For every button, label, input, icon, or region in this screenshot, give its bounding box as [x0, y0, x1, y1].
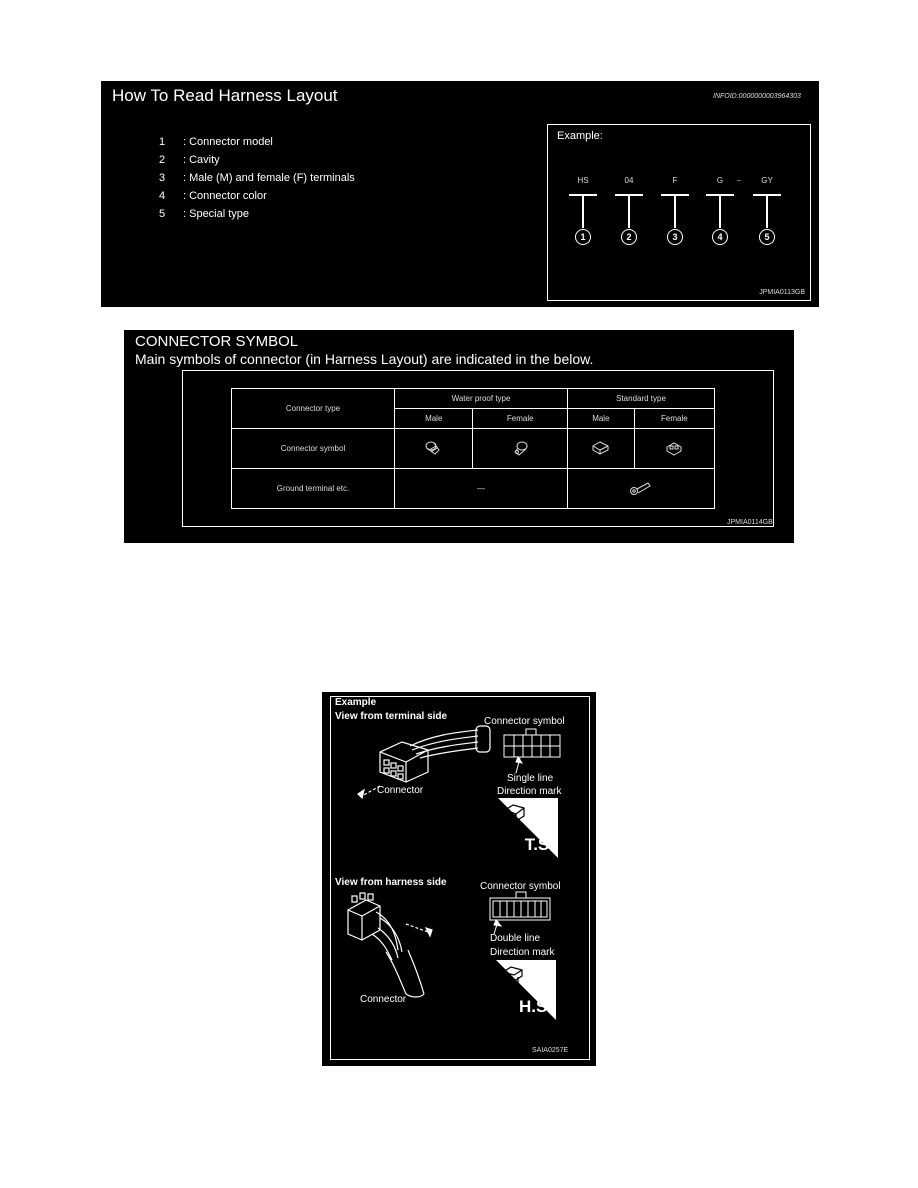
ground-terminal-icon: [568, 469, 715, 509]
waterproof-female-icon: [473, 429, 568, 469]
figure-id: JPMIA0114GB: [727, 519, 773, 526]
connector-label: Connector: [360, 994, 407, 1005]
circled-number: 2: [621, 229, 637, 245]
terminal-side-connector-illustration: [350, 724, 500, 804]
double-line-label: Double line: [490, 933, 541, 944]
connector-symbol-title: CONNECTOR SYMBOL: [135, 333, 299, 350]
example-heading: Example: [335, 697, 377, 708]
harness-connector-icon: [500, 964, 528, 988]
terminal-side-heading: View from terminal side: [335, 711, 448, 722]
connector-label: Connector: [377, 785, 424, 796]
code-label: HS: [577, 176, 589, 185]
circled-number: 4: [712, 229, 728, 245]
header-female: Female: [473, 409, 568, 429]
header-connector-type: Connector type: [232, 389, 395, 429]
legend-item: 3 : Male (M) and female (F) terminals: [159, 172, 355, 184]
header-male: Male: [568, 409, 635, 429]
code-column: [752, 176, 782, 242]
legend-item: 4 : Connector color: [159, 190, 267, 202]
code-column: [705, 176, 735, 242]
connector-icon: [502, 802, 528, 824]
figure-id: SAIA0257E: [532, 1047, 569, 1054]
connector-symbol-panel: [124, 330, 794, 543]
code-label: GY: [761, 176, 773, 185]
connector-symbol-label: Connector symbol: [484, 716, 565, 727]
standard-male-icon: [568, 429, 635, 469]
standard-female-icon: [634, 429, 714, 469]
harness-layout-title: How To Read Harness Layout: [112, 86, 338, 105]
connector-symbol-subtitle: Main symbols of connector (in Harness Layout) are indicated in the below.: [135, 351, 594, 367]
ts-direction-mark: [498, 798, 558, 858]
harness-side-connector-illustration: [336, 890, 466, 1000]
circled-number: 1: [575, 229, 591, 245]
code-label: F: [672, 176, 678, 185]
hs-direction-mark: [496, 960, 556, 1020]
double-line-connector-symbol: [488, 890, 554, 938]
header-male: Male: [395, 409, 473, 429]
legend-item: 5 : Special type: [159, 208, 250, 220]
header-standard: Standard type: [568, 389, 715, 409]
circled-number: 3: [667, 229, 683, 245]
row-connector-symbol: Connector symbol: [232, 429, 395, 469]
single-line-label: Single line: [507, 773, 554, 784]
example-view-panel: [322, 692, 596, 1066]
direction-mark-label: Direction mark: [497, 786, 562, 797]
header-water-proof: Water proof type: [395, 389, 568, 409]
legend-item: 2 : Cavity: [159, 154, 220, 166]
row-ground-terminal: Ground terminal etc.: [232, 469, 395, 509]
code-label: G: [716, 176, 724, 185]
circled-number: 5: [759, 229, 775, 245]
legend-item: 1 : Connector model: [159, 136, 273, 148]
figure-id: JPMIA0113GB: [759, 289, 805, 296]
direction-mark-label: Direction mark: [490, 947, 555, 958]
code-dash: –: [737, 177, 741, 184]
example-box: [547, 124, 811, 301]
harness-layout-panel: [101, 81, 819, 307]
ground-waterproof-none: —: [395, 469, 568, 509]
connector-symbol-table: [231, 388, 715, 509]
info-id: INFOID:0000000003964303: [713, 93, 801, 100]
connector-symbol-label: Connector symbol: [480, 881, 561, 892]
waterproof-male-icon: [395, 429, 473, 469]
header-female: Female: [634, 409, 714, 429]
code-label: 04: [624, 176, 634, 185]
code-column: [614, 176, 644, 242]
code-column: [568, 176, 598, 242]
code-column: [660, 176, 690, 242]
hs-mark-text: H.S.: [518, 997, 552, 1016]
ts-mark-text: T.S.: [524, 835, 554, 854]
harness-side-heading: View from harness side: [335, 877, 447, 888]
example-label: Example:: [557, 130, 603, 142]
single-line-connector-symbol: [502, 727, 564, 777]
